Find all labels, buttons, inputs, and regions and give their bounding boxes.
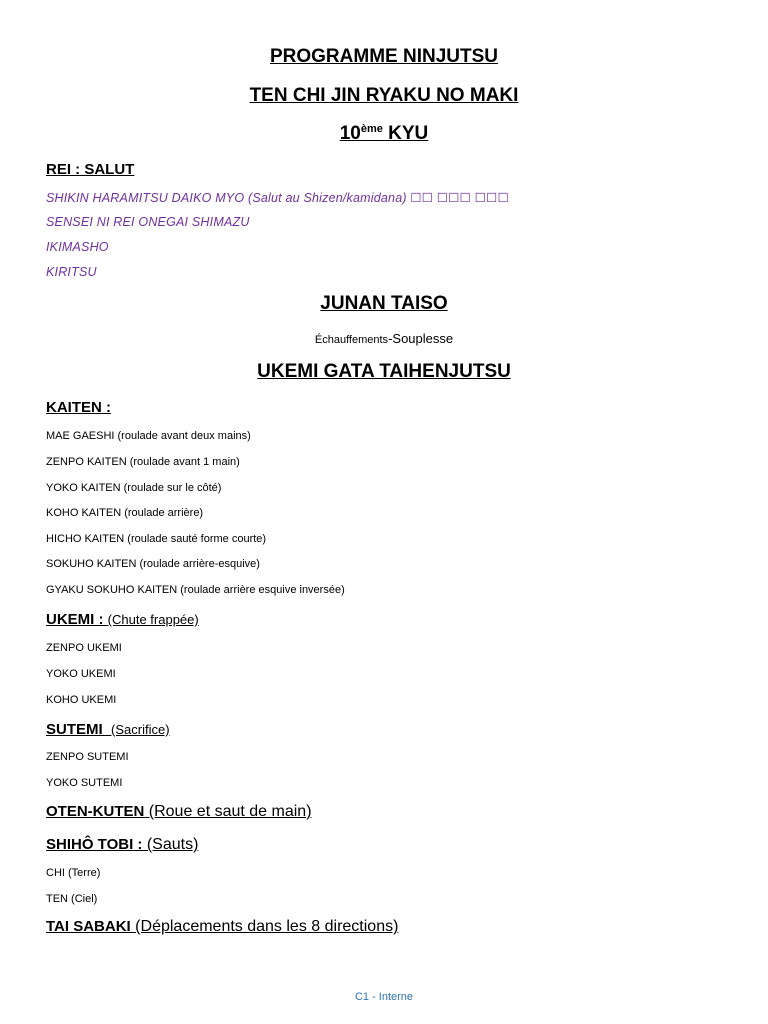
shiho-heading [46, 836, 198, 854]
ukemi-item: YOKO UKEMI [46, 668, 116, 680]
kaiten-item: MAE GAESHI (roulade avant deux mains) [46, 430, 251, 442]
kyu-label: KYU [382, 123, 429, 144]
tai-sabaki-heading-label: TAI SABAKI [46, 918, 131, 935]
junan-title: JUNAN TAISO [320, 293, 448, 314]
sutemi-item: YOKO SUTEMI [46, 777, 123, 789]
title-ten-chi-jin: TEN CHI JIN RYAKU NO MAKI [249, 85, 519, 106]
shiho-item: CHI (Terre) [46, 867, 101, 879]
shiho-colon: : [133, 836, 143, 853]
kaiten-item: GYAKU SOKUHO KAITEN (roulade arrière esquive inversée) [46, 584, 345, 596]
rei-item: KIRITSU [46, 265, 97, 279]
ukemi-item: ZENPO UKEMI [46, 642, 122, 654]
ukemi-heading [46, 611, 199, 628]
ukemi-note: (Chute frappée) [107, 612, 199, 627]
tai-sabaki-note: (Déplacements dans les 8 directions) [130, 918, 399, 935]
kaiten-item: KOHO KAITEN (roulade arrière) [46, 507, 204, 519]
footer-classification: C1 - Interne [354, 991, 414, 1003]
sutemi-item: ZENPO SUTEMI [46, 751, 129, 763]
kaiten-item: HICHO KAITEN (roulade sauté forme courte) [46, 533, 267, 545]
kyu-number: 10 [339, 123, 361, 144]
title-programme: PROGRAMME NINJUTSU [269, 46, 498, 67]
title-kyu [0, 123, 768, 145]
ukemi-heading-label: UKEMI : [46, 611, 108, 628]
kaiten-item: YOKO KAITEN (roulade sur le côté) [46, 482, 222, 494]
oten-heading [46, 803, 312, 821]
sutemi-heading-label: SUTEMI [46, 721, 112, 738]
shiho-note: (Sauts) [142, 836, 199, 853]
kyu-superscript: ème [360, 123, 383, 135]
sutemi-note: (Sacrifice) [111, 722, 170, 737]
ukemi-gata-title: UKEMI GATA TAIHENJUTSU [257, 361, 511, 382]
junan-note [0, 331, 768, 346]
rei-item: SENSEI NI REI ONEGAI SHIMAZU [46, 215, 250, 229]
shiho-heading-label: SHIHÔ TOBI [46, 836, 134, 853]
oten-note: (Roue et saut de main) [144, 803, 312, 820]
ukemi-item: KOHO UKEMI [46, 694, 117, 706]
oten-heading-label: OTEN-KUTEN [46, 803, 145, 820]
rei-item: IKIMASHO [46, 240, 109, 254]
shiho-item: TEN (Ciel) [46, 893, 98, 905]
kaiten-item: ZENPO KAITEN (roulade avant 1 main) [46, 456, 240, 468]
kaiten-heading: KAITEN : [46, 399, 111, 416]
sutemi-heading [46, 721, 170, 738]
rei-item: SHIKIN HARAMITSU DAIKO MYO (Salut au Shizen/kamidana) ☐☐ ☐☐☐ ☐☐☐ [46, 191, 509, 205]
junan-note-part1: Échauffements [314, 334, 389, 346]
kaiten-item: SOKUHO KAITEN (roulade arrière-esquive) [46, 558, 260, 570]
rei-heading: REI : SALUT [46, 161, 135, 178]
junan-note-part2: -Souplesse [388, 331, 454, 346]
tai-sabaki-heading [46, 918, 398, 936]
